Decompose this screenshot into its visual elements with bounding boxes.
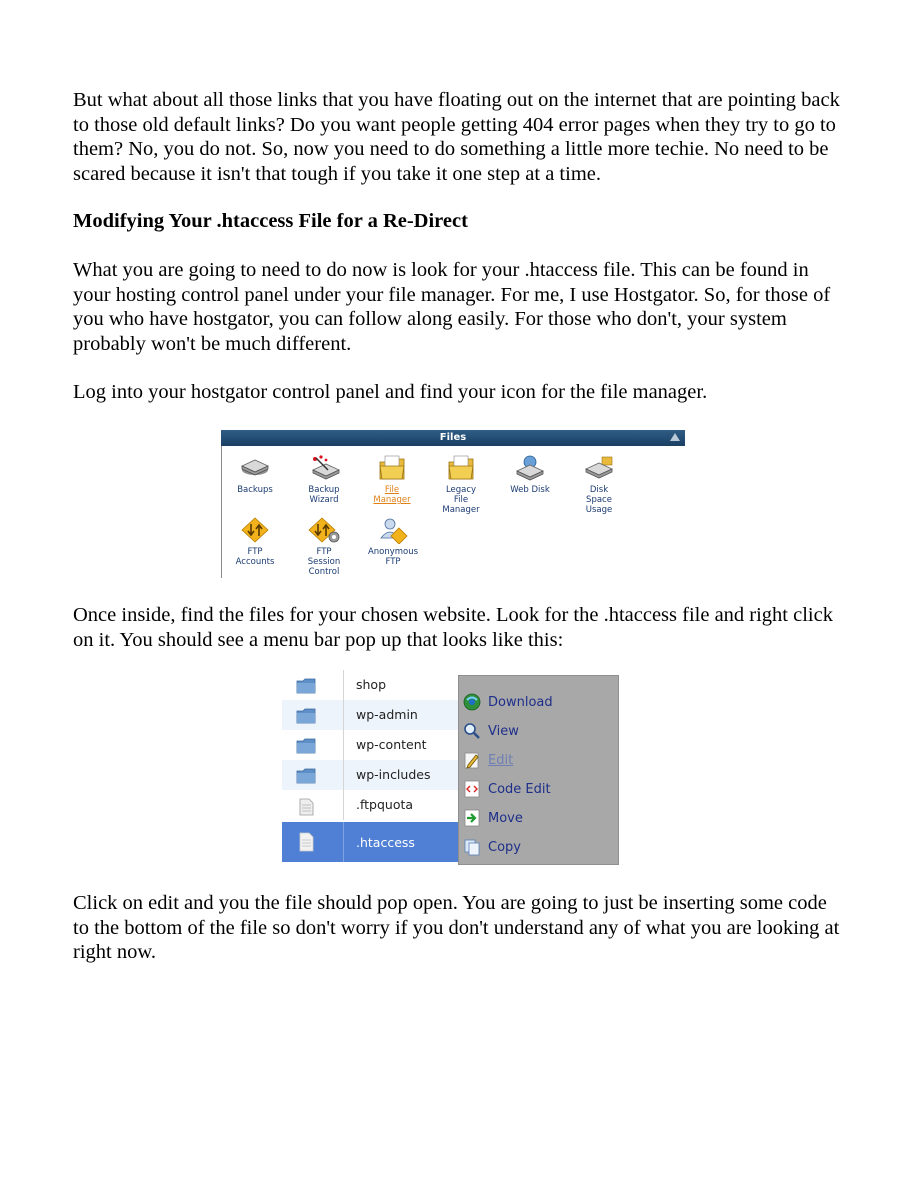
folder-icon: [296, 768, 316, 784]
legacy-file-manager-item[interactable]: [428, 454, 494, 515]
web-disk-icon: [512, 454, 548, 482]
menu-item-view[interactable]: [459, 719, 619, 748]
menu-item-label: Move: [488, 811, 523, 826]
menu-item-label: Edit: [488, 753, 514, 768]
folder-icon: [296, 708, 316, 724]
backup-wizard-item[interactable]: [291, 454, 357, 505]
disk-space-item[interactable]: [566, 454, 632, 515]
context-menu: [458, 675, 619, 865]
intro-paragraph: But what about all those links that you have floating out on the internet that are pointing back to those old default links? Do you want people getting 404 error pages when they try to go to them? No, you do not. So, now you need to do something a little more techie. No need to be scared because it isn't that tough if you take it one step at a time.: [73, 89, 840, 185]
column-divider: [343, 700, 344, 730]
file-manager-item[interactable]: [359, 454, 425, 505]
files-panel-header: [221, 430, 685, 446]
file-name: .htaccess: [356, 835, 415, 850]
column-divider: [343, 670, 344, 700]
view-icon: [463, 722, 481, 740]
web-disk-label: Web Disk: [510, 485, 550, 495]
column-divider: [343, 730, 344, 760]
menu-item-label: Download: [488, 695, 553, 710]
htaccess-paragraph: What you are going to need to do now is look for your .htaccess file. This can be found in your hosting control panel under your file manager. For me, I use Hostgator. So, for those of you who have hostgator, you can follow along easily. For those who don't, your system probably won't be much different.: [73, 259, 831, 355]
backups-item[interactable]: [222, 454, 288, 495]
download-icon: [463, 693, 481, 711]
ftp-accounts-item[interactable]: [222, 516, 288, 567]
edit-paragraph: Click on edit and you the file should pop open. You are going to just be inserting some code to the bottom of the file so don't worry if you don't understand any of what you are looking at right now.: [73, 892, 840, 963]
file-manager-icon: [374, 454, 410, 482]
files-panel: [221, 430, 685, 578]
copy-icon: [463, 838, 481, 856]
move-icon: [463, 809, 481, 827]
menu-item-move[interactable]: [459, 806, 619, 835]
login-paragraph: Log into your hostgator control panel and find your icon for the file manager.: [73, 381, 708, 403]
edit-icon: [463, 751, 481, 769]
file-name: wp-content: [356, 737, 427, 752]
column-divider: [343, 790, 344, 820]
file-name: wp-includes: [356, 767, 431, 782]
disk-space-icon: [581, 454, 617, 482]
ftp-accounts-label: FTP Accounts: [235, 547, 275, 567]
file-row-selected[interactable]: [282, 822, 458, 862]
menu-item-code-edit[interactable]: [459, 777, 619, 806]
menu-item-download[interactable]: [459, 690, 619, 719]
file-manager-label: File Manager: [373, 485, 411, 505]
menu-item-label: Copy: [488, 840, 521, 855]
ftp-session-item[interactable]: [291, 516, 357, 577]
file-name: .ftpquota: [356, 797, 414, 812]
menu-item-copy[interactable]: [459, 835, 619, 864]
column-divider: [343, 822, 344, 862]
file-row[interactable]: [282, 730, 458, 760]
file-row[interactable]: [282, 670, 458, 700]
code-edit-icon: [463, 780, 481, 798]
collapse-icon[interactable]: [670, 433, 680, 441]
anonymous-ftp-item[interactable]: [360, 516, 426, 567]
backup-wizard-label: Backup Wizard: [308, 485, 340, 505]
ftp-accounts-icon: [237, 516, 273, 544]
folder-icon: [296, 678, 316, 694]
ftp-session-icon: [306, 516, 342, 544]
menu-item-label: Code Edit: [488, 782, 551, 797]
file-name: shop: [356, 677, 387, 692]
file-name: wp-admin: [356, 707, 418, 722]
file-row[interactable]: [282, 700, 458, 730]
column-divider: [343, 760, 344, 790]
document-icon: [296, 798, 316, 816]
anonymous-ftp-icon: [375, 516, 411, 544]
backups-icon: [237, 454, 273, 482]
web-disk-item[interactable]: [497, 454, 563, 495]
legacy-file-manager-label: Legacy File Manager: [442, 485, 480, 515]
folder-icon: [296, 738, 316, 754]
document-icon: [296, 832, 316, 852]
files-panel-title: Files: [439, 432, 467, 443]
file-row[interactable]: [282, 760, 458, 790]
anonymous-ftp-label: Anonymous FTP: [367, 547, 419, 567]
backup-wizard-icon: [306, 454, 342, 482]
ftp-session-label: FTP Session Control: [307, 547, 341, 577]
disk-space-label: Disk Space Usage: [585, 485, 613, 515]
menu-item-label: View: [488, 724, 519, 739]
file-row[interactable]: [282, 790, 458, 820]
context-menu-paragraph: Once inside, find the files for your chosen website. Look for the .htaccess file and right click on it. You should see a menu bar pop up that looks like this:: [73, 604, 833, 651]
backups-label: Backups: [237, 485, 273, 495]
menu-item-edit[interactable]: [459, 748, 619, 777]
section-heading: Modifying Your .htaccess File for a Re-Direct: [73, 210, 468, 232]
legacy-file-manager-icon: [443, 454, 479, 482]
